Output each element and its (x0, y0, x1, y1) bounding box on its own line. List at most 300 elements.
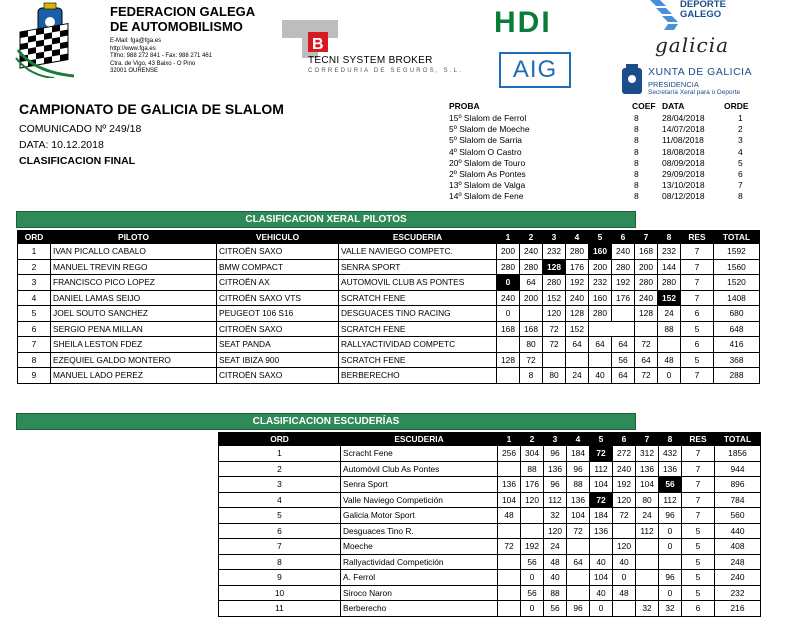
escuderias-cell: 4 (219, 492, 341, 508)
escuderias-cell: 56 (544, 601, 567, 617)
table-row (219, 446, 761, 462)
table-row (219, 554, 761, 570)
escuderias-cell: 88 (567, 477, 590, 493)
escuderias-cell: 9 (219, 570, 341, 586)
aig-logo: AIG (499, 52, 571, 88)
escuderias-cell: 440 (715, 523, 761, 539)
escuderias-cell: Automóvil Club As Pontes (341, 461, 498, 477)
pilotos-cell: 64 (520, 275, 543, 291)
escuderias-cell: 32 (636, 601, 659, 617)
pilotos-cell: SERGIO PENA MILLAN (51, 321, 217, 337)
pilotos-header-cell: 5 (589, 231, 612, 244)
escuderias-cell (590, 539, 613, 555)
proba-cell: 2 (738, 124, 743, 135)
pilotos-cell (520, 306, 543, 322)
pilotos-cell: 40 (589, 368, 612, 384)
proba-cell: 8 (634, 191, 639, 202)
escuderias-cell (567, 570, 590, 586)
table-row (219, 508, 761, 524)
pilotos-cell: 56 (612, 352, 635, 368)
federation-contact (110, 38, 212, 76)
proba-cell: 8 (634, 135, 639, 146)
pilotos-cell: 280 (497, 259, 520, 275)
table-row (18, 275, 760, 291)
proba-cell: 5º Slalom de Moeche (449, 124, 530, 135)
escuderias-cell: 72 (498, 539, 521, 555)
escuderias-cell: 896 (715, 477, 761, 493)
table-row (18, 259, 760, 275)
escuderias-cell (567, 585, 590, 601)
escuderias-cell (521, 523, 544, 539)
pilotos-cell: 9 (18, 368, 51, 384)
pilotos-cell: 288 (714, 368, 760, 384)
deporte-line1: DEPORTE (680, 0, 726, 10)
pilotos-cell: 7 (681, 275, 714, 291)
escuderias-cell (498, 601, 521, 617)
proba-cell: 8 (634, 169, 639, 179)
classification-label: CLASIFICACION FINAL (19, 155, 136, 167)
escuderias-cell (613, 601, 636, 617)
escuderias-cell: 96 (567, 601, 590, 617)
pilotos-cell: 72 (543, 321, 566, 337)
pilotos-cell: AUTOMOVIL CLUB AS PONTES (339, 275, 497, 291)
escuderias-cell: 96 (659, 508, 682, 524)
escuderias-cell: 56 (521, 554, 544, 570)
escuderias-cell: 48 (613, 585, 636, 601)
pilotos-cell: 200 (520, 290, 543, 306)
escuderias-header-cell: 6 (613, 433, 636, 446)
pilotos-cell: 7 (681, 290, 714, 306)
proba-cell: 8 (634, 180, 639, 191)
pilotos-cell: IVAN PICALLO CABALO (51, 244, 217, 260)
pilotos-cell: 648 (714, 321, 760, 337)
table-row (219, 523, 761, 539)
escuderias-cell: 0 (590, 601, 613, 617)
escuderias-cell: 240 (715, 570, 761, 586)
pilotos-cell: CITROËN SAXO VTS (217, 290, 339, 306)
escuderias-cell: 11 (219, 601, 341, 617)
escuderias-cell: 112 (544, 492, 567, 508)
proba-cell: 14º Slalom de Fene (449, 191, 524, 202)
escuderias-cell: Galicia Motor Sport (341, 508, 498, 524)
escuderias-cell: 3 (219, 477, 341, 493)
escuderias-cell: 5 (682, 539, 715, 555)
escuderias-cell (498, 523, 521, 539)
tecni-subtitle: CORREDURIA DE SEGUROS, S.L. (308, 68, 464, 74)
pilotos-cell: 232 (658, 244, 681, 260)
escuderias-cell: 24 (636, 508, 659, 524)
table-row (18, 352, 760, 368)
federation-name-line1: FEDERACION GALEGA (110, 4, 256, 19)
table-row (18, 290, 760, 306)
pilotos-cell: 280 (658, 275, 681, 291)
pilotos-cell: 680 (714, 306, 760, 322)
proba-cell: 14/07/2018 (662, 124, 705, 135)
pilotos-cell: 5 (18, 306, 51, 322)
pilotos-header-cell: 6 (612, 231, 635, 244)
pilotos-cell: 3 (18, 275, 51, 291)
escuderias-cell: 560 (715, 508, 761, 524)
pilotos-cell: CITROËN SAXO (217, 244, 339, 260)
pilotos-header-cell: 3 (543, 231, 566, 244)
escuderias-cell: 176 (521, 477, 544, 493)
table-row (219, 492, 761, 508)
pilotos-cell: 192 (566, 275, 589, 291)
pilotos-cell: PEUGEOT 106 S16 (217, 306, 339, 322)
escuderias-cell: 40 (613, 554, 636, 570)
escuderias-cell: 2 (219, 461, 341, 477)
pilotos-cell: 6 (18, 321, 51, 337)
escuderias-header-cell: ORD (219, 433, 341, 446)
table-row (219, 570, 761, 586)
pilotos-cell: 240 (635, 290, 658, 306)
escuderias-cell (498, 570, 521, 586)
proba-cell: 5º Slalom de Sarria (449, 135, 523, 146)
escuderias-cell (498, 554, 521, 570)
escuderias-header-cell: 7 (636, 433, 659, 446)
pilotos-cell: 280 (566, 244, 589, 260)
escuderias-cell: 32 (659, 601, 682, 617)
escuderias-cell (498, 461, 521, 477)
escuderias-cell: 5 (682, 554, 715, 570)
escuderias-cell: 7 (682, 477, 715, 493)
page-title: CAMPIONATO DE GALICIA DE SLALOM (19, 101, 284, 117)
escuderias-cell: 10 (219, 585, 341, 601)
proba-cell: 29/09/2018 (662, 169, 705, 179)
escuderias-cell: 136 (590, 523, 613, 539)
pilotos-cell: 72 (520, 352, 543, 368)
pilotos-cell: 4 (18, 290, 51, 306)
table-row (18, 244, 760, 260)
escuderias-cell: 64 (567, 554, 590, 570)
escuderias-cell: 7 (682, 461, 715, 477)
table-row (219, 601, 761, 617)
escuderias-cell: 184 (567, 446, 590, 462)
escuderias-cell: 216 (715, 601, 761, 617)
escuderias-cell: 7 (682, 492, 715, 508)
escuderias-cell: 0 (659, 539, 682, 555)
pilotos-cell: 72 (635, 337, 658, 353)
pilotos-cell: 168 (520, 321, 543, 337)
pilotos-cell: MANUEL TREVIN REGO (51, 259, 217, 275)
pilotos-cell: SCRATCH FENE (339, 352, 497, 368)
escuderias-cell: 5 (682, 585, 715, 601)
pilotos-cell (635, 321, 658, 337)
escuderias-cell: 104 (636, 477, 659, 493)
escuderias-cell: 120 (521, 492, 544, 508)
escuderias-cell: 5 (682, 570, 715, 586)
pilotos-cell: 1560 (714, 259, 760, 275)
pilotos-cell: DESGUACES TINO RACING (339, 306, 497, 322)
pilotos-cell: 8 (520, 368, 543, 384)
escuderias-cell: Rallyactividad Competición (341, 554, 498, 570)
escuderias-cell: 304 (521, 446, 544, 462)
escuderias-cell: 104 (590, 477, 613, 493)
pilotos-cell: 176 (566, 259, 589, 275)
escuderias-cell (498, 585, 521, 601)
escuderias-header-cell: ESCUDERIA (341, 433, 498, 446)
pilotos-cell: MANUEL LADO PEREZ (51, 368, 217, 384)
pilotos-cell: 168 (635, 244, 658, 260)
escuderias-cell: 136 (498, 477, 521, 493)
fga-checkered-flag-logo (14, 2, 106, 78)
federation-web[interactable]: http://www.fga.es (110, 45, 156, 52)
pilotos-cell: 192 (612, 275, 635, 291)
escuderias-cell (636, 570, 659, 586)
proba-cell: 08/09/2018 (662, 157, 705, 168)
escuderias-header-cell: 4 (567, 433, 590, 446)
pilotos-cell: 80 (543, 368, 566, 384)
proba-cell: 08/12/2018 (662, 191, 705, 202)
pilotos-cell: EZEQUIEL GALDO MONTERO (51, 352, 217, 368)
pilotos-cell (543, 352, 566, 368)
escuderias-cell: 192 (613, 477, 636, 493)
pilotos-header-cell: VEHICULO (217, 231, 339, 244)
pilotos-cell: SCRATCH FENE (339, 290, 497, 306)
proba-header-data: DATA (662, 101, 685, 111)
pilotos-cell: 176 (612, 290, 635, 306)
pilotos-header-cell: ORD (18, 231, 51, 244)
pilotos-cell: 6 (681, 306, 714, 322)
pilotos-cell: 64 (635, 352, 658, 368)
escuderias-cell: 40 (590, 554, 613, 570)
federation-name-line2: DE AUTOMOBILISMO (110, 19, 243, 34)
pilotos-cell (612, 306, 635, 322)
table-row (219, 585, 761, 601)
pilotos-cell: 2 (18, 259, 51, 275)
pilotos-cell: 152 (566, 321, 589, 337)
pilotos-cell: 1592 (714, 244, 760, 260)
escuderias-cell: 88 (544, 585, 567, 601)
escuderias-cell: 272 (613, 446, 636, 462)
pilotos-cell: 280 (589, 306, 612, 322)
escuderias-cell: 784 (715, 492, 761, 508)
pilotos-cell: 280 (520, 259, 543, 275)
pilotos-cell: 128 (635, 306, 658, 322)
proba-cell: 8 (634, 113, 639, 123)
escuderias-cell: 120 (544, 523, 567, 539)
pilotos-cell: 7 (681, 368, 714, 384)
table-row (18, 321, 760, 337)
escuderias-cell: 120 (613, 539, 636, 555)
pilotos-cell: 240 (520, 244, 543, 260)
pilotos-cell (497, 337, 520, 353)
escuderias-cell: 48 (544, 554, 567, 570)
pilotos-table (17, 230, 760, 384)
escuderias-cell: 120 (613, 492, 636, 508)
escuderias-cell: A. Ferrol (341, 570, 498, 586)
pilotos-cell: SEAT PANDA (217, 337, 339, 353)
proba-cell: 8 (634, 124, 639, 135)
escuderias-cell: 112 (590, 461, 613, 477)
escuderias-cell: 184 (590, 508, 613, 524)
comunicado-number: COMUNICADO Nº 249/18 (19, 123, 142, 135)
pilotos-cell: 200 (635, 259, 658, 275)
pilotos-cell: CITROËN SAXO (217, 321, 339, 337)
proba-header-orde: ORDE (724, 101, 749, 111)
proba-cell: 13º Slalom de Valga (449, 180, 526, 191)
proba-cell: 8 (634, 157, 639, 168)
escuderias-header-cell: 3 (544, 433, 567, 446)
escuderias-cell: Moeche (341, 539, 498, 555)
pilotos-cell: 152 (658, 290, 681, 306)
escuderias-cell: 72 (590, 492, 613, 508)
pilotos-cell: 1520 (714, 275, 760, 291)
escuderias-cell: 40 (590, 585, 613, 601)
pilotos-cell: 280 (635, 275, 658, 291)
escuderias-cell: 48 (498, 508, 521, 524)
pilotos-cell: 64 (589, 337, 612, 353)
escuderias-cell: 56 (521, 585, 544, 601)
proba-cell: 2º Slalom As Pontes (449, 169, 526, 179)
hdi-logo: HDI (494, 6, 552, 39)
escuderias-cell: 136 (544, 461, 567, 477)
pilotos-cell: 7 (18, 337, 51, 353)
escuderias-cell: 80 (636, 492, 659, 508)
escuderias-cell: 7 (682, 446, 715, 462)
proba-cell: 4 (738, 146, 743, 157)
pilotos-cell: 8 (18, 352, 51, 368)
federation-city: 32001 OURENSE (110, 68, 159, 74)
pilotos-cell: 160 (589, 244, 612, 260)
escuderias-cell: 112 (659, 492, 682, 508)
escuderias-cell: 104 (498, 492, 521, 508)
escuderias-cell: 1856 (715, 446, 761, 462)
pilotos-cell: 128 (497, 352, 520, 368)
escuderias-header-cell: 2 (521, 433, 544, 446)
pilotos-cell (589, 352, 612, 368)
escuderias-cell: 96 (659, 570, 682, 586)
pilotos-cell: SCRATCH FENE (339, 321, 497, 337)
pilotos-cell: 48 (658, 352, 681, 368)
pilotos-cell: 24 (658, 306, 681, 322)
pilotos-cell: SEAT IBIZA 900 (217, 352, 339, 368)
pilotos-cell: 240 (497, 290, 520, 306)
pilotos-cell: 200 (589, 259, 612, 275)
proba-cell: 13/10/2018 (662, 180, 705, 191)
table-row (18, 337, 760, 353)
escuderias-cell: 7 (219, 539, 341, 555)
table-row (18, 306, 760, 322)
pilotos-header-cell: 4 (566, 231, 589, 244)
escuderias-cell: 0 (521, 570, 544, 586)
pilotos-cell: 72 (635, 368, 658, 384)
escuderias-cell: 96 (544, 477, 567, 493)
escuderias-cell: 32 (544, 508, 567, 524)
pilotos-cell: 0 (497, 275, 520, 291)
escuderias-cell: 192 (521, 539, 544, 555)
escuderias-cell: 96 (567, 461, 590, 477)
escuderias-header-cell: RES (682, 433, 715, 446)
pilotos-header-cell: 2 (520, 231, 543, 244)
pilotos-cell: 168 (497, 321, 520, 337)
pilotos-cell: 280 (612, 259, 635, 275)
pilotos-cell: CITROËN AX (217, 275, 339, 291)
escuderias-table (218, 432, 761, 617)
escuderias-cell: 24 (544, 539, 567, 555)
pilotos-cell (589, 321, 635, 337)
escuderias-cell (636, 554, 659, 570)
xunta-name: XUNTA DE GALICIA (648, 66, 753, 78)
xunta-secretaria: Secretaría Xeral para o Deporte (648, 89, 741, 96)
escuderias-cell: 0 (659, 585, 682, 601)
escuderias-cell: 112 (636, 523, 659, 539)
escuderias-header-cell: TOTAL (715, 433, 761, 446)
pilotos-cell: 5 (681, 352, 714, 368)
pilotos-header-cell: 8 (658, 231, 681, 244)
pilotos-cell: 64 (612, 337, 635, 353)
pilotos-cell: 232 (589, 275, 612, 291)
escuderias-cell (636, 585, 659, 601)
proba-cell: 7 (738, 180, 743, 191)
escuderias-cell: 6 (219, 523, 341, 539)
pilotos-header-cell: PILOTO (51, 231, 217, 244)
pilotos-cell: JOEL SOUTO SANCHEZ (51, 306, 217, 322)
escuderias-cell: 0 (521, 601, 544, 617)
proba-cell: 15º Slalom de Ferrol (449, 113, 527, 123)
proba-cell: 6 (738, 169, 743, 179)
pilotos-cell: 144 (658, 259, 681, 275)
escuderias-cell: 6 (682, 601, 715, 617)
table-row (219, 461, 761, 477)
proba-cell: 1 (738, 113, 743, 123)
escuderias-cell: 256 (498, 446, 521, 462)
escuderias-cell: Scracht Fene (341, 446, 498, 462)
pilotos-cell: 5 (681, 321, 714, 337)
pilotos-cell: 232 (543, 244, 566, 260)
deporte-line2: GALEGO (680, 9, 722, 20)
escuderias-cell: 88 (521, 461, 544, 477)
escuderias-cell: 136 (659, 461, 682, 477)
escuderias-cell (521, 508, 544, 524)
federation-name (110, 4, 255, 34)
escuderias-header-cell: 8 (659, 433, 682, 446)
federation-address: Ctra. de Vigo, 43 Baixo - O Pino (110, 60, 196, 67)
proba-cell: 20º Slalom de Touro (449, 157, 526, 168)
table-row (219, 539, 761, 555)
pilotos-cell: 0 (497, 306, 520, 322)
xunta-emblem-icon (620, 64, 644, 96)
escuderias-cell: 5 (682, 523, 715, 539)
escuderias-cell: 1 (219, 446, 341, 462)
pilotos-cell: 120 (543, 306, 566, 322)
proba-table (449, 101, 769, 211)
federation-email[interactable]: E-Mail: fga@fga.es (110, 38, 162, 44)
document-date: DATA: 10.12.2018 (19, 139, 104, 151)
pilotos-cell: 128 (566, 306, 589, 322)
proba-cell: 28/04/2018 (662, 113, 705, 123)
pilotos-cell: 7 (681, 244, 714, 260)
pilotos-cell: FRANCISCO PICO LOPEZ (51, 275, 217, 291)
pilotos-cell: 152 (543, 290, 566, 306)
pilotos-cell: 280 (543, 275, 566, 291)
escuderias-cell (567, 539, 590, 555)
escuderias-cell: 56 (659, 477, 682, 493)
pilotos-cell (497, 368, 520, 384)
escuderias-cell (636, 539, 659, 555)
pilotos-cell: 64 (612, 368, 635, 384)
escuderias-header-cell: 1 (498, 433, 521, 446)
pilotos-header-cell: 7 (635, 231, 658, 244)
pilotos-cell: 1408 (714, 290, 760, 306)
pilotos-cell: 368 (714, 352, 760, 368)
escuderias-cell: 240 (613, 461, 636, 477)
proba-cell: 8 (738, 191, 743, 202)
proba-cell: 8 (634, 146, 639, 157)
proba-cell: 4º Slalom O Castro (449, 146, 522, 157)
federation-phone: Tlfno: 988 272 841 - Fax: 988 271 461 (110, 53, 213, 59)
pilotos-cell (658, 337, 681, 353)
